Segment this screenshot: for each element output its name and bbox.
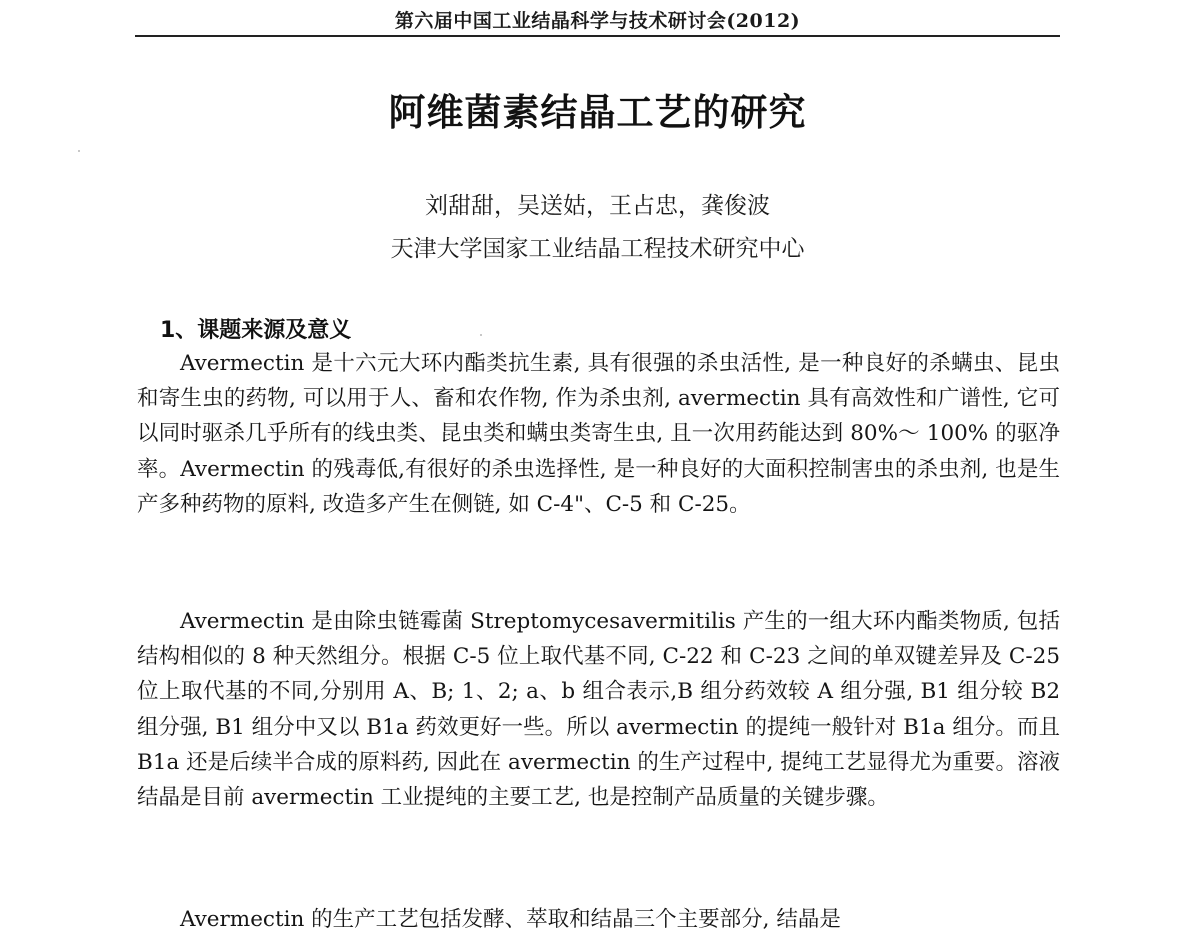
body-paragraph: Avermectin 的生产工艺包括发酵、萃取和结晶三个主要部分, 结晶是 (180, 907, 841, 932)
section-heading: 1、课题来源及意义 (160, 318, 352, 343)
scan-speck (480, 334, 482, 336)
header-rule (135, 35, 1060, 37)
paper-title: 阿维菌素结晶工艺的研究 (388, 91, 807, 134)
author-list: 刘甜甜，吴送姑，王占忠，龚俊波 (425, 193, 770, 219)
running-header: 第六届中国工业结晶科学与技术研讨会(2012) (394, 10, 801, 32)
body-paragraph: Avermectin 是十六元大环内酯类抗生素, 具有很强的杀虫活性, 是一种良好的杀螨虫、昆虫和寄生虫的药物, 可以用于人、畜和农作物, 作为杀虫剂, avermectin 具有高效性和广谱性, 它可以同时驱杀几乎所有的线虫类、昆虫类和螨虫类寄生虫, 且一次用药能达到 80%～ 100% 的驱净率。Avermectin 的残毒低,有很好的杀虫选择性, 是一种良好的大面积控制害虫的杀虫剂, 也是生产多种药物的原料, 改造多产生在侧链, 如 C-4"、C-5 和 C-25。 (137, 351, 1060, 517)
body-paragraph: Avermectin 是由除虫链霉菌 Streptomycesavermitilis 产生的一组大环内酯类物质, 包括结构相似的 8 种天然组分。根据 C-5 位上取代基不同, C-22 和 C-23 之间的单双键差异及 C-25 位上取代基的不同,分别用 A、B; 1、2; a、b 组合表示,B 组分药效较 A 组分强, B1 组分较 B2 组分强, B1 组分中又以 B1a 药效更好一些。所以 avermectin 的提纯一般针对 B1a 组分。而且 B1a 还是后续半合成的原料药, 因此在 avermectin 的生产过程中, 提纯工艺显得尤为重要。溶液结晶是目前 avermectin 工业提纯的主要工艺, 也是控制产品质量的关键步骤。 (137, 609, 1060, 811)
affiliation: 天津大学国家工业结晶工程技术研究中心 (390, 236, 805, 262)
scan-speck (78, 150, 80, 152)
